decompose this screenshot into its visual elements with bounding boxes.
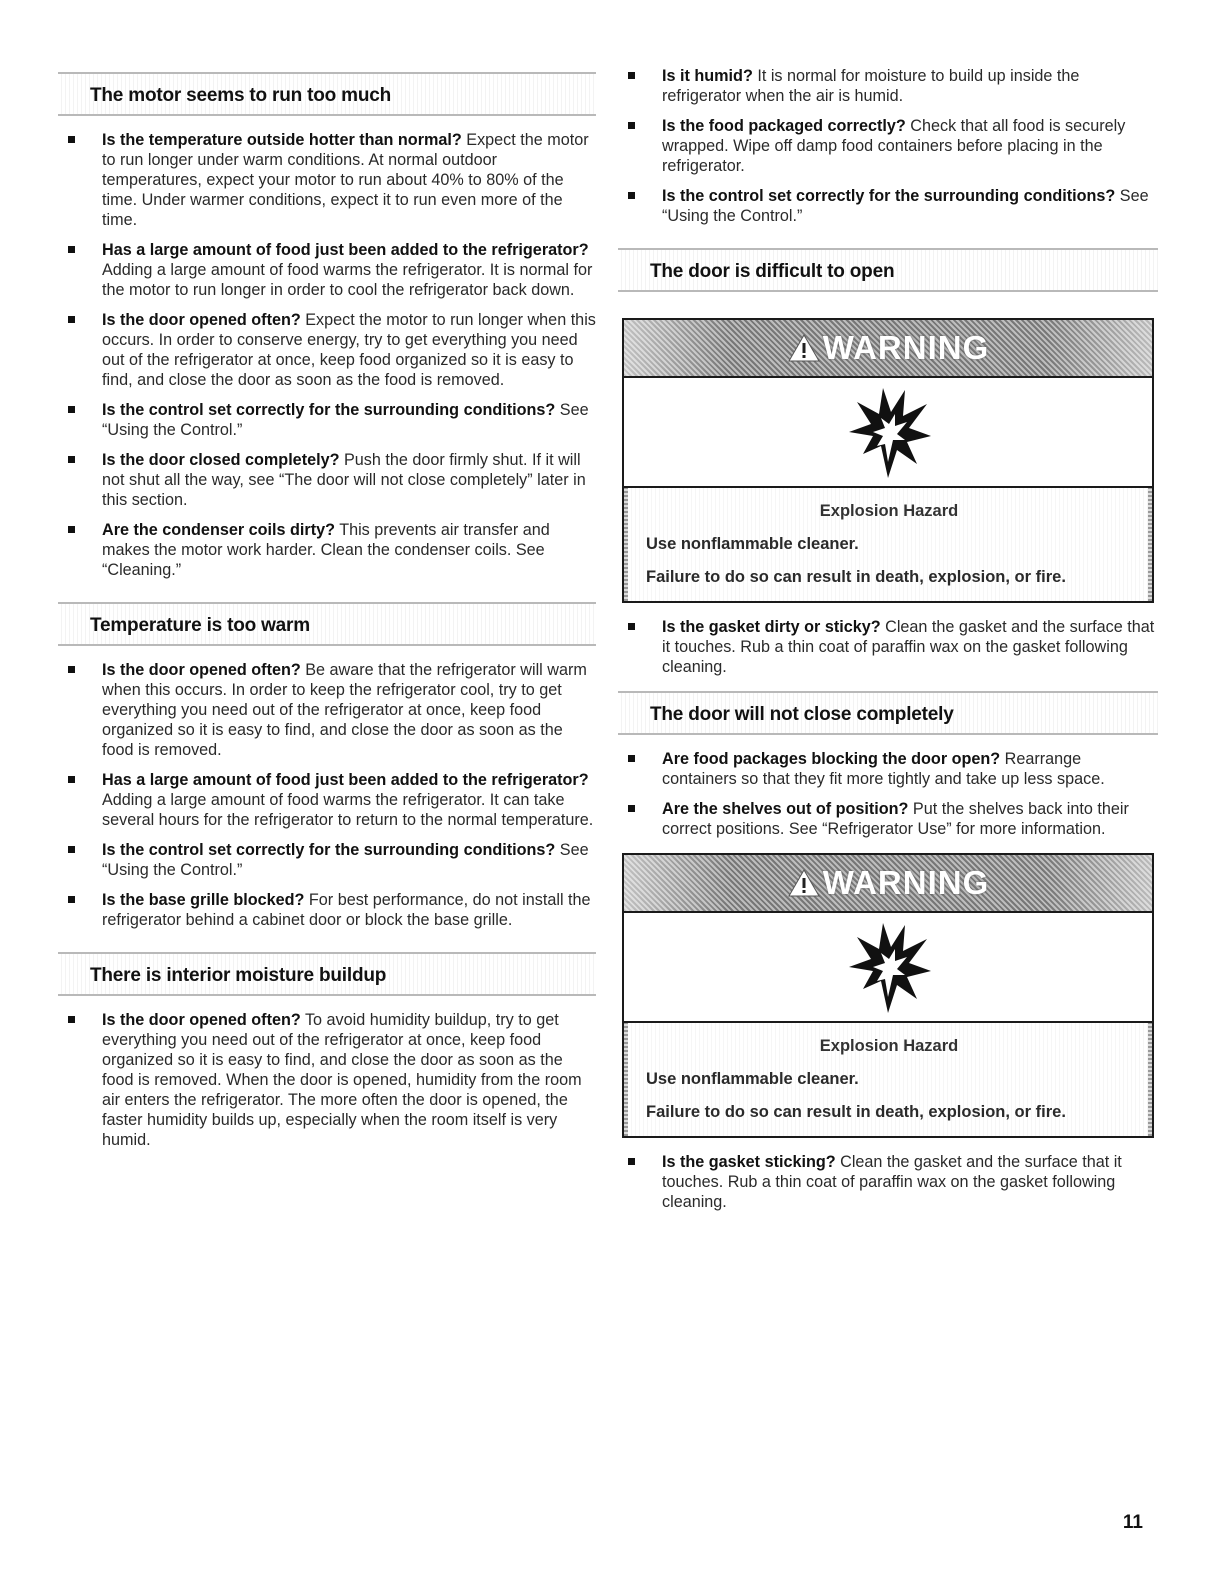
list-item (58, 450, 596, 510)
section-door-difficult (618, 248, 1158, 677)
border-shade (624, 488, 628, 601)
warning-line: Failure to do so can result in death, explosion, or fire. (646, 1103, 1066, 1121)
bullet-icon (68, 456, 75, 463)
item-question: Are the condenser coils dirty? (102, 521, 335, 539)
warning-box (622, 853, 1154, 1138)
troubleshoot-list (58, 130, 596, 580)
item-question: Is the food packaged correctly? (662, 117, 906, 135)
page-number: 11 (1122, 1512, 1143, 1533)
bullet-icon (68, 136, 75, 143)
item-question: Is the gasket dirty or sticky? (662, 618, 881, 636)
list-item (618, 799, 1158, 839)
list-item (618, 617, 1158, 677)
warning-message (624, 1023, 1152, 1136)
warning-triangle-icon (787, 868, 821, 898)
item-answer: Clean the gasket and the surface that it touches. Rub a thin coat of paraffin wax on the gasket following cleaning. (662, 1153, 1122, 1211)
item-question: Is the gasket sticking? (662, 1153, 836, 1171)
section-moisture (58, 952, 596, 1150)
bullet-icon (628, 805, 635, 812)
explosion-symbol (624, 378, 1152, 488)
section-title: There is interior moisture buildup (90, 965, 387, 986)
border-shade (624, 1023, 628, 1136)
troubleshoot-list (58, 1010, 596, 1150)
item-answer: Rearrange containers so that they fit more tightly and take up less space. (662, 750, 1105, 788)
left-column (58, 72, 596, 1160)
section-header (618, 248, 1158, 292)
list-item (618, 116, 1158, 176)
bullet-icon (68, 666, 75, 673)
border-shade (1148, 1023, 1152, 1136)
bullet-icon (628, 72, 635, 79)
list-item (618, 1152, 1158, 1212)
list-item (58, 240, 596, 300)
item-answer: Expect the motor to run longer when this occurs. In order to conserve energy, try to get everything you need out of the refrigerator at once, keep food organized so it is easy to find, and close the door as soon as the food is removed. (102, 311, 596, 389)
troubleshoot-list (58, 660, 596, 930)
item-answer: To avoid humidity buildup, try to get everything you need out of the refrigerator at once, keep food organized so it is easy to find, and close the door as soon as the food is removed. When the door is opened, humidity from the room air enters the refrigerator. The more often the door is opened, the faster humidity builds up, especially when the room itself is very humid. (102, 1011, 582, 1149)
item-answer: This prevents air transfer and makes the motor work harder. Clean the condenser coils. See “Cleaning.” (102, 521, 550, 579)
troubleshoot-list (618, 1152, 1158, 1212)
list-item (58, 840, 596, 880)
bullet-icon (68, 246, 75, 253)
section-title: The motor seems to run too much (90, 85, 391, 106)
item-question: Is the control set correctly for the surrounding conditions? (102, 401, 556, 419)
section-door-not-close (618, 691, 1158, 1212)
item-question: Is the base grille blocked? (102, 891, 305, 909)
warning-heading (787, 864, 990, 902)
section-title: Temperature is too warm (90, 615, 310, 636)
explosion-icon (843, 384, 933, 480)
warning-line: Use nonflammable cleaner. (646, 535, 859, 553)
troubleshoot-list (618, 749, 1158, 839)
section-header (58, 602, 596, 646)
item-answer: Be aware that the refrigerator will warm when this occurs. In order to keep the refrigerator cool, try to get everything you need out of the refrigerator at once, keep food organized so it is easy to find, and close the door as soon as the food is removed. (102, 661, 587, 759)
hazard-title: Explosion Hazard (819, 1037, 959, 1055)
item-question: Is the door closed completely? (102, 451, 340, 469)
bullet-icon (628, 1158, 635, 1165)
section-header (618, 691, 1158, 735)
list-item (58, 130, 596, 230)
list-item (58, 660, 596, 760)
item-answer: See “Using the Control.” (102, 841, 589, 879)
item-question: Is it humid? (662, 67, 753, 85)
section-temp-warm (58, 602, 596, 930)
list-item (58, 400, 596, 440)
item-answer: Check that all food is securely wrapped. Wipe off damp food containers before placing in the refrigerator. (662, 117, 1126, 175)
explosion-icon (843, 919, 933, 1015)
troubleshoot-list (618, 617, 1158, 677)
border-shade (1148, 488, 1152, 601)
item-question: Are the shelves out of position? (662, 800, 909, 818)
item-question: Has a large amount of food just been added to the refrigerator? (102, 771, 589, 789)
list-item (618, 66, 1158, 106)
warning-banner (624, 320, 1152, 378)
item-answer: For best performance, do not install the refrigerator behind a cabinet door or block the base grille. (102, 891, 591, 929)
item-question: Has a large amount of food just been added to the refrigerator? (102, 241, 589, 259)
list-item (618, 749, 1158, 789)
warning-banner (624, 855, 1152, 913)
explosion-symbol (624, 913, 1152, 1023)
item-answer: It is normal for moisture to build up inside the refrigerator when the air is humid. (662, 67, 1080, 105)
warning-message (624, 488, 1152, 601)
item-answer: See “Using the Control.” (102, 401, 589, 439)
item-question: Is the temperature outside hotter than normal? (102, 131, 462, 149)
bullet-icon (68, 776, 75, 783)
item-question: Is the door opened often? (102, 311, 301, 329)
list-item (58, 770, 596, 830)
bullet-icon (628, 755, 635, 762)
item-answer: See “Using the Control.” (662, 187, 1149, 225)
warning-triangle-icon (787, 333, 821, 363)
item-question: Is the door opened often? (102, 661, 301, 679)
warning-label: WARNING (822, 864, 990, 901)
warning-line: Failure to do so can result in death, explosion, or fire. (646, 568, 1066, 586)
bullet-icon (628, 122, 635, 129)
item-answer: Put the shelves back into their correct positions. See “Refrigerator Use” for more information. (662, 800, 1129, 838)
item-question: Are food packages blocking the door open? (662, 750, 1001, 768)
right-column (618, 66, 1158, 1222)
bullet-icon (68, 526, 75, 533)
list-item (58, 1010, 596, 1150)
section-header (58, 952, 596, 996)
warning-line: Use nonflammable cleaner. (646, 1070, 859, 1088)
warning-label: WARNING (822, 329, 990, 366)
bullet-icon (68, 316, 75, 323)
item-question: Is the control set correctly for the surrounding conditions? (662, 187, 1116, 205)
list-item (58, 890, 596, 930)
warning-heading (787, 329, 990, 367)
bullet-icon (68, 896, 75, 903)
bullet-icon (68, 846, 75, 853)
warning-box (622, 318, 1154, 603)
section-title: The door will not close completely (650, 704, 954, 725)
section-header (58, 72, 596, 116)
section-title: The door is difficult to open (650, 261, 895, 282)
item-question: Is the control set correctly for the surrounding conditions? (102, 841, 556, 859)
section-motor-runs (58, 72, 596, 580)
hazard-title: Explosion Hazard (819, 502, 959, 520)
bullet-icon (68, 406, 75, 413)
item-answer: Adding a large amount of food warms the refrigerator. It is normal for the motor to run longer in order to cool the refrigerator back down. (102, 261, 593, 299)
troubleshoot-list (618, 66, 1158, 226)
list-item (58, 520, 596, 580)
bullet-icon (628, 623, 635, 630)
item-question: Is the door opened often? (102, 1011, 301, 1029)
item-answer: Adding a large amount of food warms the refrigerator. It can take several hours for the refrigerator to return to the normal temperature. (102, 791, 594, 829)
list-item (58, 310, 596, 390)
bullet-icon (628, 192, 635, 199)
item-answer: Clean the gasket and the surface that it touches. Rub a thin coat of paraffin wax on the gasket following cleaning. (662, 618, 1155, 676)
list-item (618, 186, 1158, 226)
bullet-icon (68, 1016, 75, 1023)
item-answer: Push the door firmly shut. If it will not shut all the way, see “The door will not close completely” later in this section. (102, 451, 586, 509)
item-answer: Expect the motor to run longer under warm conditions. At normal outdoor temperatures, expect your motor to run about 40% to 80% of the time. Under warmer conditions, expect it to run even more of the time. (102, 131, 589, 229)
